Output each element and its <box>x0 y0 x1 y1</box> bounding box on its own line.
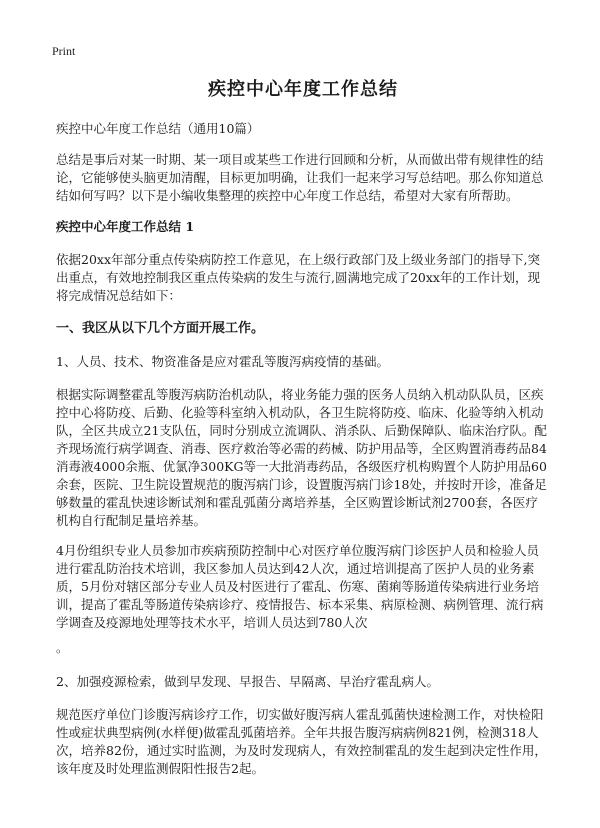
doc-subtitle: 疾控中心年度工作总结（通用10篇） <box>56 121 260 136</box>
document-page <box>52 40 550 790</box>
page-title: 疾控中心年度工作总结 <box>208 79 398 100</box>
item-1-heading: 1、人员、技术、物资准备是应对霍乱等腹泻病疫情的基础。 <box>56 354 389 369</box>
item-2-paragraph: 规范医疗单位门诊腹泻病诊疗工作，切实做好腹泻病人霍乱弧菌快速检测工作，对快检阳性或症状典型病例(水样便)做霍乱弧菌培养。全年共报告腹泻病病例821例，检测318人次，培养82份，通过实时监测，为及时发现病人，有效控制霍乱的发生起到决定性作用，该年度及时处理监测假阳性报告2起。 <box>56 707 547 776</box>
april-paragraph: 4月份组织专业人员参加市疾病预防控制中心对医疗单位腹泻病门诊医护人员和检验人员进行霍乱防治技术培训，我区参加人员达到42人次，通过培训提高了医护人员的业务素质，5月份对辖区部分专业人员及村医进行了霍乱、伤寒、菌痢等肠道传染病进行业务培训，提高了霍乱等肠道传染病诊疗、疫情报告、标本采集、病原检测、病例管理、流行病学调查及疫源地处理等技术水平，培训人员达到780人次 <box>56 543 544 630</box>
print-link[interactable]: Print <box>52 44 76 58</box>
stray-period: 。 <box>56 640 69 655</box>
item-2-heading: 2、加强疫源检索，做到早发现、早报告、早隔离、早治疗霍乱病人。 <box>56 674 439 689</box>
item-1-paragraph: 根据实际调整霍乱等腹泻病防治机动队，将业务能力强的医务人员纳入机动队队员，区疾控中心将防疫、后勤、化验等科室纳入机动队，各卫生院将防疫、临床、化验等纳入机动队，全区共成立21支队伍，同时分别成立流调队、消杀队、后勤保障队、临床治疗队。配齐现场流行病学调查、消毒、医疗救治等必需的药械、防护用品等，全区购置消毒药品84消毒液4000余瓶、优氯净300KG等一大批消毒药品，各级医疗机构购置个人防护用品60余套，医院、卫生院设置规范的腹泻病门诊，设置腹泻病门诊18处，并按时开诊，准备足够数量的霍乱快速诊断试剂和霍乱弧菌分离培养基，全区购置诊断试剂2700套，各医疗机构自行配制足量培养基。 <box>56 387 547 528</box>
section-heading-1: 疾控中心年度工作总结 1 <box>56 219 195 234</box>
section1-paragraph: 依据20xx年部分重点传染病防控工作意见，在上级行政部门及上级业务部门的指导下,突出重点，有效地控制我区重点传染病的发生与流行,圆满地完成了20xx年的工作计划，现将完成情况总结如下： <box>56 252 540 303</box>
heading-part-one: 一、我区从以下几个方面开展工作。 <box>56 321 265 336</box>
intro-paragraph: 总结是事后对某一时期、某一项目或某些工作进行回顾和分析，从而做出带有规律性的结论，它能够使头脑更加清醒，目标更加明确，让我们一起来学习写总结吧。那么你知道总结如何写吗？以下是小编收集整理的疾控中心年度工作总结，希望对大家有所帮助。 <box>56 152 544 203</box>
